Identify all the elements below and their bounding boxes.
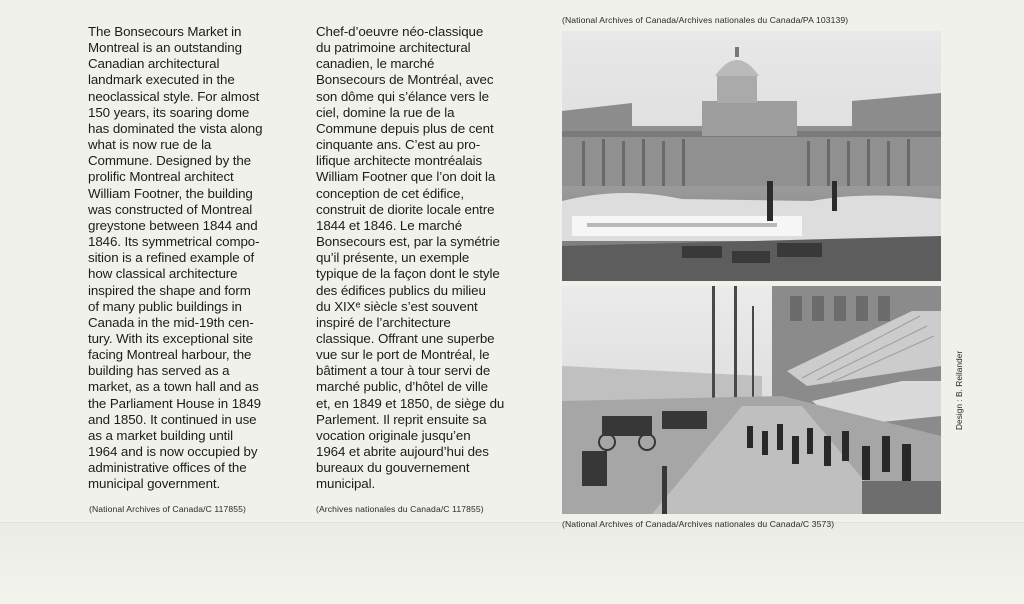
english-paragraph: The Bonsecours Market in Montreal is an outstanding Canadian architectural landmark executed in the neoclassical style. For almost 150 years, its soaring dome has dominated the vista along what is now rue de la Commune. Designed by the prolific Montreal architect William Footner, the building was constructed of Montreal greystone between 1844 and 1846. Its symmetrical compo- sition is a refined example of how classical architecture inspired the shape and form of many public buildings in Canada in the mid-19th cen- tury. With its exceptional site facing Montreal harbour, the building has served as a market, as a town hall and as the Parliament House in 1849 and 1850. It continued in use as a market building until 1964 and is now occupied by administrative offices of the municipal government. (88, 24, 263, 492)
english-photo-credit: (National Archives of Canada/C 117855) (89, 504, 246, 514)
market-street-photo (562, 286, 941, 514)
street-photo-illustration (562, 286, 941, 514)
top-photo-credit: (National Archives of Canada/Archives nationales du Canada/PA 103139) (562, 15, 849, 25)
bottom-photo-credit: (National Archives of Canada/Archives nationales du Canada/C 3573) (562, 519, 835, 529)
french-text-column (316, 24, 528, 493)
french-paragraph: Chef-d’oeuvre néo-classique du patrimoine architectural canadien, le marché Bonsecours de Montréal, avec son dôme qui s’élance vers le ciel, domine la rue de la Commune depuis plus de cent cinquante ans. C’est au pro- lifique architecte montréalais William Footner que l’on doit la conception de cet édifice, construit de diorite locale entre 1844 et 1846. Le marché Bonsecours est, par la symétrie qu’il présente, un exemple typique de la façon dont le style des édifices publics du milieu du XIXᵉ siècle s’est souvent inspiré de l’architecture classique. Offrant une superbe vue sur le port de Montréal, le bâtiment a tour à tour servi de marché public, d’hôtel de ville et, en 1849 et 1850, de siège du Parlement. Il reprit ensuite sa vocation originale jusqu’en 1964 et abrite aujourd’hui des bureaux du gouvernement municipal. (316, 24, 505, 492)
designer-credit: Design : B. Reilander (954, 350, 964, 430)
harbour-photo-illustration (562, 31, 941, 281)
paper-lower-band (0, 522, 1024, 604)
english-text-column (88, 24, 300, 493)
bonsecours-market-harbour-photo (562, 31, 941, 281)
french-photo-credit: (Archives nationales du Canada/C 117855) (316, 504, 484, 514)
